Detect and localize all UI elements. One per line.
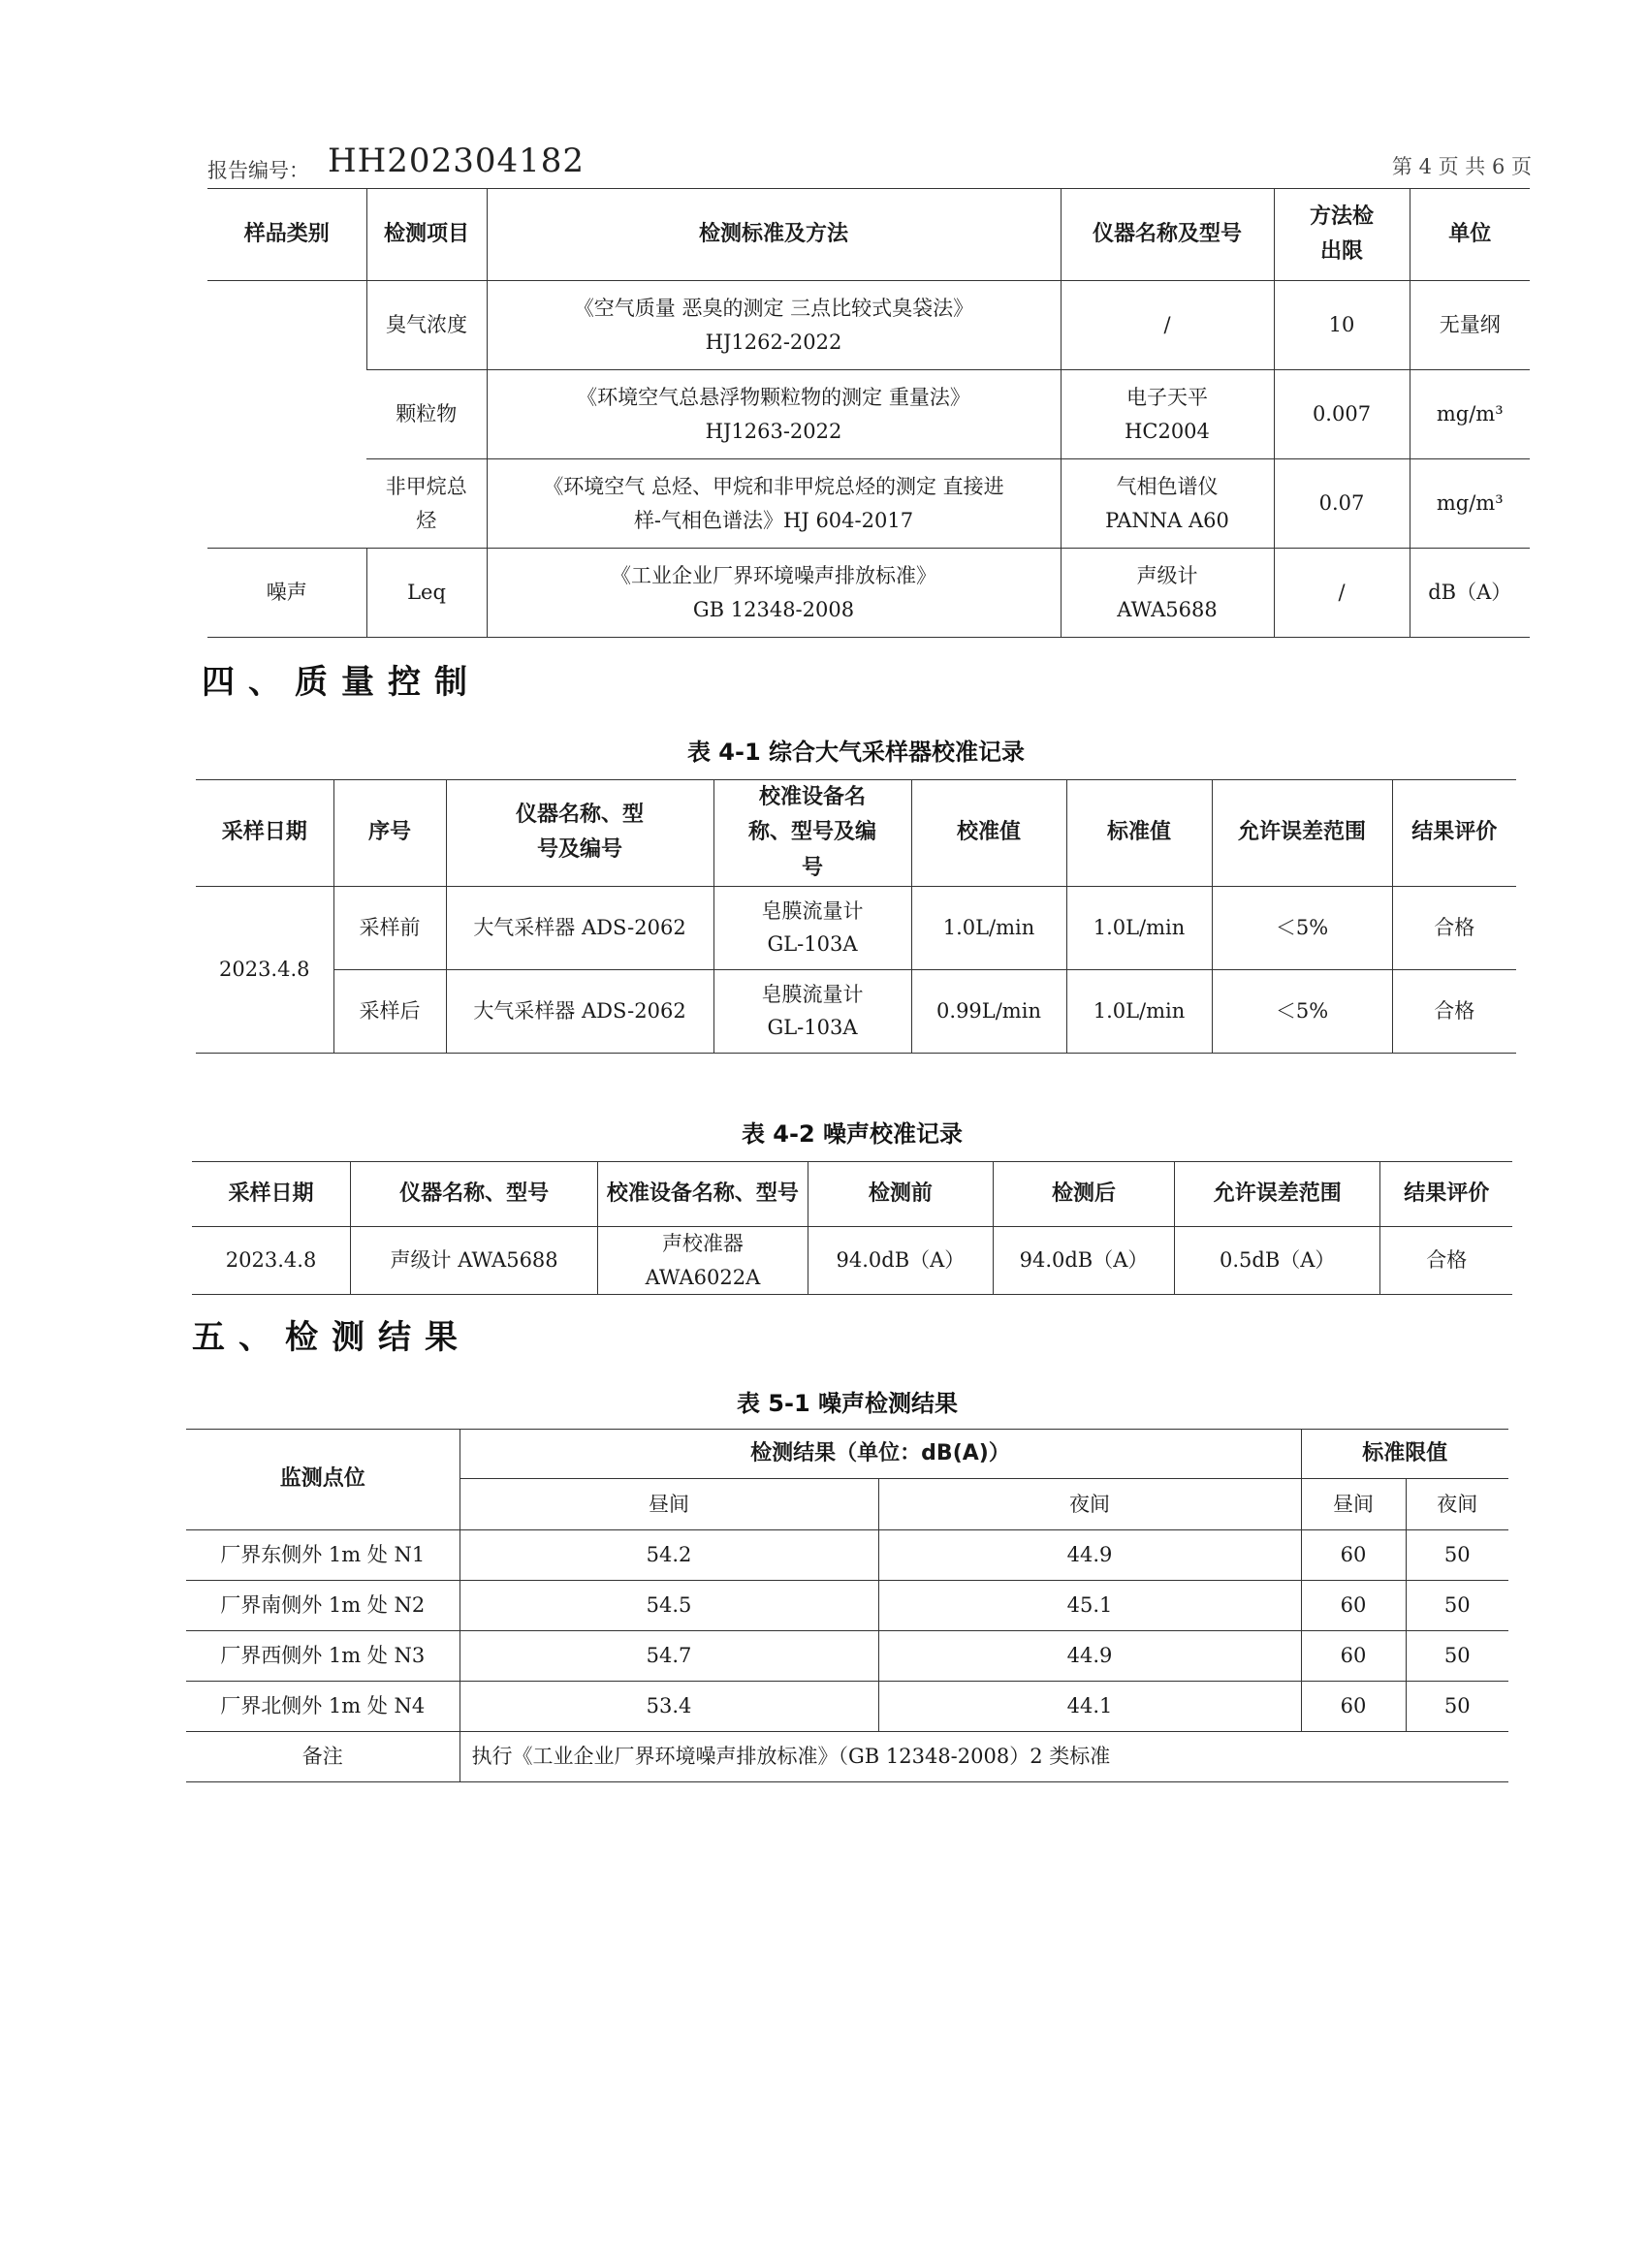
instrument-line: 电子天平 — [1126, 385, 1208, 409]
header-sampling-date: 采样日期 — [192, 1162, 351, 1227]
after-value: 94.0dB（A） — [994, 1227, 1175, 1295]
remark-text: 执行《工业企业厂界环境噪声排放标准》（GB 12348-2008）2 类标准 — [460, 1732, 1508, 1782]
calibration-value: 0.99L/min — [911, 969, 1066, 1053]
header-night: 夜间 — [878, 1479, 1301, 1530]
standard-value: 1.0L/min — [1066, 969, 1212, 1053]
tolerance: ＜5% — [1212, 886, 1392, 969]
table-caption-5-1: 表 5-1 噪声检测结果 — [736, 1390, 959, 1417]
result: 合格 — [1392, 969, 1516, 1053]
header-detection-limit-text: 方法检出限 — [1310, 204, 1375, 264]
night-value: 45.1 — [878, 1581, 1301, 1631]
header-limit-night: 夜间 — [1406, 1479, 1508, 1530]
instrument-cell — [1061, 459, 1274, 549]
header-unit: 单位 — [1410, 189, 1530, 281]
instrument-line: PANNA A60 — [1105, 508, 1229, 532]
limit-night: 50 — [1406, 1631, 1508, 1682]
instrument-cell — [1061, 281, 1274, 370]
header-method: 检测标准及方法 — [487, 189, 1061, 281]
calibration-device-line: 皂膜流量计 — [761, 982, 864, 1006]
limit-night: 50 — [1406, 1530, 1508, 1581]
noise-results-table — [186, 1429, 1508, 1782]
header-result: 检测结果（单位：dB(A)） — [460, 1430, 1301, 1479]
remark-label: 备注 — [186, 1732, 460, 1782]
page-header — [207, 142, 1532, 188]
day-value: 54.2 — [460, 1530, 878, 1581]
unit: mg/m³ — [1410, 370, 1530, 459]
header-limit-day: 昼间 — [1301, 1479, 1406, 1530]
header-calibrator: 校准设备名称、型号 — [598, 1162, 808, 1227]
day-value: 53.4 — [460, 1682, 878, 1732]
method-table — [207, 188, 1530, 638]
night-value: 44.9 — [878, 1631, 1301, 1682]
header-tolerance: 允许误差范围 — [1212, 780, 1392, 887]
calibration-value: 1.0L/min — [911, 886, 1066, 969]
seq: 采样后 — [333, 969, 446, 1053]
seq: 采样前 — [333, 886, 446, 969]
day-value: 54.5 — [460, 1581, 878, 1631]
table-row — [207, 459, 1530, 549]
sampling-date: 2023.4.8 — [192, 1227, 351, 1295]
header-calibration-device — [713, 780, 911, 887]
instrument: 大气采样器 ADS-2062 — [446, 969, 713, 1053]
before-value: 94.0dB（A） — [808, 1227, 993, 1295]
header-monitoring-point: 监测点位 — [186, 1430, 460, 1530]
calibrator: 声校准器 AWA6022A — [598, 1227, 808, 1295]
header-test-item: 检测项目 — [366, 189, 487, 281]
detection-limit: 0.07 — [1274, 459, 1410, 549]
calibration-device-line: GL-103A — [767, 932, 858, 957]
night-value: 44.1 — [878, 1682, 1301, 1732]
monitoring-point: 厂界北侧外 1m 处 N4 — [186, 1682, 460, 1732]
unit: mg/m³ — [1410, 459, 1530, 549]
table-row — [186, 1631, 1508, 1682]
header-standard-limit: 标准限值 — [1301, 1430, 1508, 1479]
calibration-device — [713, 969, 911, 1053]
tolerance: ＜5% — [1212, 969, 1392, 1053]
night-value: 44.9 — [878, 1530, 1301, 1581]
header-instrument-text: 仪器名称、型号及编号 — [515, 803, 644, 863]
test-item-text: 非甲烷总烃 — [385, 474, 467, 532]
sampling-date: 2023.4.8 — [196, 886, 333, 1053]
table-row — [207, 281, 1530, 370]
test-item — [366, 459, 487, 549]
instrument: 声级计 AWA5688 — [351, 1227, 598, 1295]
instrument-cell — [1061, 370, 1274, 459]
header-day: 昼间 — [460, 1479, 878, 1530]
method-line: 《工业企业厂界环境噪声排放标准》 — [611, 563, 936, 587]
header-after: 检测后 — [994, 1162, 1175, 1227]
sample-type: 噪声 — [207, 549, 366, 638]
table-caption-4-2: 表 4-2 噪声校准记录 — [741, 1120, 964, 1148]
method-line: 《环境空气总悬浮物颗粒物的测定 重量法》 — [577, 385, 970, 409]
result: 合格 — [1380, 1227, 1512, 1295]
header-tolerance: 允许误差范围 — [1174, 1162, 1379, 1227]
table-row — [207, 370, 1530, 459]
section-title-results: 五、检测结果 — [192, 1318, 471, 1357]
unit: dB（A） — [1410, 549, 1530, 638]
unit: 无量纲 — [1410, 281, 1530, 370]
test-item: Leq — [366, 549, 487, 638]
header-instrument — [446, 780, 713, 887]
header-calibration-value: 校准值 — [911, 780, 1066, 887]
section-title-quality-control: 四、质量控制 — [202, 663, 481, 702]
tolerance: 0.5dB（A） — [1174, 1227, 1379, 1295]
report-number-label: 报告编号： — [207, 159, 309, 182]
limit-day: 60 — [1301, 1530, 1406, 1581]
test-item: 颗粒物 — [366, 370, 487, 459]
report-number: HH202304182 — [328, 142, 585, 180]
method-line: 样-气相色谱法》HJ 604-2017 — [633, 508, 914, 532]
limit-night: 50 — [1406, 1682, 1508, 1732]
day-value: 54.7 — [460, 1631, 878, 1682]
detection-limit: 10 — [1274, 281, 1410, 370]
calibration-table-4-1 — [196, 779, 1516, 1054]
instrument-line: 气相色谱仪 — [1116, 474, 1219, 498]
calibration-device-line: 皂膜流量计 — [761, 898, 864, 923]
calibration-table-4-2 — [192, 1161, 1512, 1295]
sample-type-cell — [207, 281, 366, 549]
header-result: 结果评价 — [1380, 1162, 1512, 1227]
detection-limit: 0.007 — [1274, 370, 1410, 459]
method-cell — [487, 549, 1061, 638]
result: 合格 — [1392, 886, 1516, 969]
detection-limit: / — [1274, 549, 1410, 638]
method-cell — [487, 459, 1061, 549]
header-standard-value: 标准值 — [1066, 780, 1212, 887]
instrument-cell — [1061, 549, 1274, 638]
limit-day: 60 — [1301, 1682, 1406, 1732]
header-result: 结果评价 — [1392, 780, 1516, 887]
header-calibration-device-text: 校准设备名称、型号及编号 — [747, 785, 876, 880]
instrument-line: / — [1163, 313, 1171, 337]
table-row — [196, 969, 1516, 1053]
test-item: 臭气浓度 — [366, 281, 487, 370]
header-detection-limit — [1274, 189, 1410, 281]
limit-night: 50 — [1406, 1581, 1508, 1631]
remark-row — [186, 1732, 1508, 1782]
table-row — [196, 886, 1516, 969]
table-row — [186, 1530, 1508, 1581]
header-sample-type: 样品类别 — [207, 189, 366, 281]
header-instrument: 仪器名称及型号 — [1061, 189, 1274, 281]
method-line: 《空气质量 恶臭的测定 三点比较式臭袋法》 — [573, 296, 974, 320]
method-cell — [487, 370, 1061, 459]
method-line: 《环境空气 总烃、甲烷和非甲烷总烃的测定 直接进 — [543, 474, 1004, 498]
header-sampling-date: 采样日期 — [196, 780, 333, 887]
instrument-line: 声级计 — [1136, 563, 1198, 587]
calibration-device-line: GL-103A — [767, 1016, 858, 1040]
method-line: GB 12348-2008 — [692, 597, 855, 621]
calibration-device — [713, 886, 911, 969]
table-caption-4-1: 表 4-1 综合大气采样器校准记录 — [686, 739, 1026, 766]
limit-day: 60 — [1301, 1581, 1406, 1631]
monitoring-point: 厂界东侧外 1m 处 N1 — [186, 1530, 460, 1581]
table-row — [186, 1682, 1508, 1732]
monitoring-point: 厂界西侧外 1m 处 N3 — [186, 1631, 460, 1682]
header-before: 检测前 — [808, 1162, 993, 1227]
method-cell — [487, 281, 1061, 370]
header-seq: 序号 — [333, 780, 446, 887]
header-instrument: 仪器名称、型号 — [351, 1162, 598, 1227]
instrument-line: HC2004 — [1125, 419, 1210, 443]
instrument-line: AWA5688 — [1117, 597, 1218, 621]
instrument: 大气采样器 ADS-2062 — [446, 886, 713, 969]
table-row — [192, 1227, 1512, 1295]
table-row — [207, 549, 1530, 638]
table-row — [186, 1581, 1508, 1631]
limit-day: 60 — [1301, 1631, 1406, 1682]
monitoring-point: 厂界南侧外 1m 处 N2 — [186, 1581, 460, 1631]
method-line: HJ1262-2022 — [705, 330, 842, 354]
method-line: HJ1263-2022 — [705, 419, 842, 443]
standard-value: 1.0L/min — [1066, 886, 1212, 969]
page-number: 第 4 页 共 6 页 — [1391, 155, 1532, 178]
